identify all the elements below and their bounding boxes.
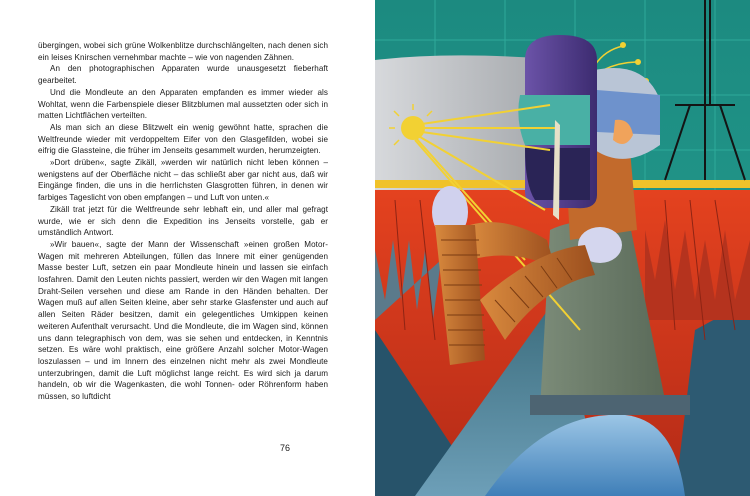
illustration: [375, 0, 750, 496]
helmet-faceplate: [518, 95, 590, 145]
paragraph: Als man sich an diese Blitzwelt ein wenig gewöhnt hatte, sprachen die Weltfreunde wieder mit verdoppeltem Eifer von den Glasgefilden, wobei sie eifrig die Glassteine, die früher im Jenseits gesammelt wurden, herumzeigten.: [38, 122, 328, 156]
paragraph: übergingen, wobei sich grüne Wolkenblitze durchschlängelten, nach denen sich ein leises Knirschen vernehmbar machte – wie von nagenden Zähnen.: [38, 41, 328, 62]
paragraph: »Wir bauen«, sagte der Mann der Wissenschaft »einen großen Motor-Wagen mit mehreren Abteilungen, füllen das Innere mit einer genügenden Masse bester Luft, setzen ein paar Mondleute hinein und lassen sie einfach losfahren. Damit den Leuten nichts passiert, werden wir den Wagen mit langen Draht-Seilen versehen und diese am Rande in den Händen behalten. Der Wagen muß auf allen Seiten kleine, aber sehr starke Glasfenster und auch auf allen Seiten Räder besitzen, damit ein gelegentliches Umkippen keinen weiteren Aufenthalt verursacht. Und die Mondleute, die im Wagen sind, können uns dann telegraphisch von dem, was sie sehen und entdecken, in Kenntnis setzen. Es wäre wohl praktisch, eine größere Anzahl solcher Motor-Wagen loszulassen – und im Innern des einzelnen nicht mehr als zwei Mondleute unterzubringen, damit die Luft möglichst lange reicht. Es wird sich ja darum handeln, ob wir die Wagenkasten, die wohl Tonnen- oder Röhrenform haben müssen, so luftdicht: [38, 239, 328, 402]
paragraph: Zikäll trat jetzt für die Weltfreunde sehr lebhaft ein, und aller mal gefragt wurde, wie er sich denn die Expedition ins Jenseits vorstelle, gab er umständlich Antwort.: [38, 204, 328, 238]
paragraph: »Dort drüben«, sagte Zikäll, »werden wir natürlich nicht leben können – wenigstens auf der Oberfläche nicht – das schließt aber gar nicht aus, daß wir Eingänge finden, die uns in die herrlichsten Glasgrotten führen, in denen wir farbiges Tageslicht von oben empfangen – und Luft von unten.«: [38, 158, 328, 203]
illustration-svg: [375, 0, 750, 496]
paragraph: Und die Mondleute an den Apparaten empfanden es immer wieder als Wohltat, wenn die Farbenspiele dieser Blitzblumen mal aussetzten oder sich in matten Lichtflächen verteilten.: [38, 87, 328, 121]
page-number: 76: [280, 443, 291, 453]
paragraph: An den photographischen Apparaten wurde unausgesetzt fieberhaft gearbeitet.: [38, 64, 328, 86]
light-source: [401, 116, 425, 140]
text-column: [38, 40, 328, 403]
robot-waist: [530, 395, 690, 415]
